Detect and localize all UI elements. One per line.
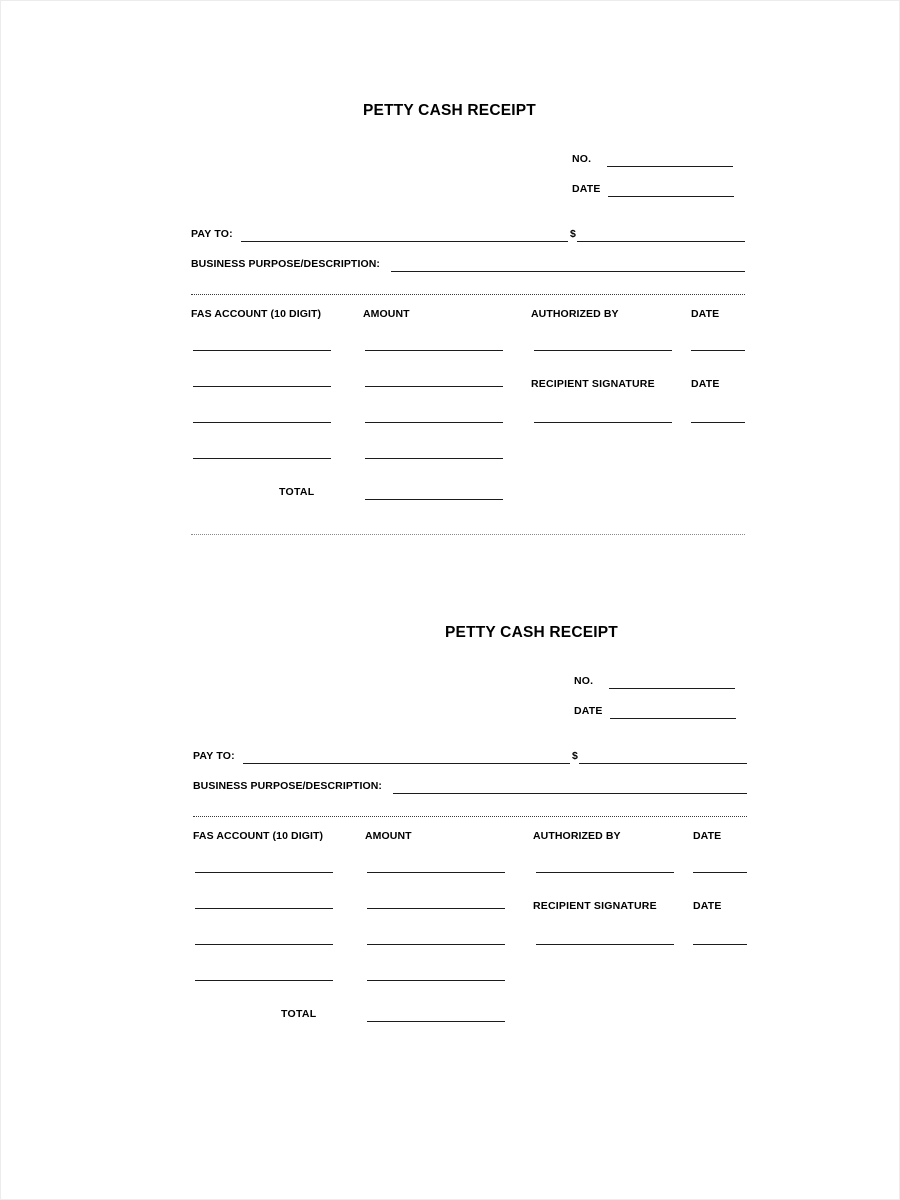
receipt-number-label: NO. — [574, 675, 594, 687]
authorized-by-input-line[interactable] — [536, 872, 674, 873]
amount-input-line[interactable] — [367, 872, 505, 873]
tear-separator-line — [191, 534, 745, 535]
petty-cash-receipt-1 — [191, 101, 751, 546]
entry-row — [193, 932, 753, 968]
entry-row — [191, 374, 751, 410]
recipient-signature-label: RECIPIENT SIGNATURE — [531, 378, 655, 390]
authorized-by-input-line[interactable] — [534, 350, 672, 351]
column-header-amount: AMOUNT — [363, 308, 410, 320]
receipt-number-input-line[interactable] — [609, 688, 735, 689]
recipient-date-input-line[interactable] — [691, 422, 745, 423]
authorized-date-input-line[interactable] — [693, 872, 747, 873]
recipient-date-input-line[interactable] — [693, 944, 747, 945]
account-input-line[interactable] — [195, 908, 333, 909]
receipt-number-row — [191, 147, 751, 173]
business-purpose-input-line-2[interactable] — [191, 294, 745, 295]
account-input-line[interactable] — [193, 422, 331, 423]
account-input-line[interactable] — [195, 980, 333, 981]
receipt-date-input-line[interactable] — [608, 196, 734, 197]
entry-row — [191, 410, 751, 446]
account-input-line[interactable] — [193, 350, 331, 351]
currency-symbol: $ — [572, 750, 578, 762]
amount-input-line[interactable] — [367, 908, 505, 909]
recipient-date-label: DATE — [691, 378, 720, 390]
tear-separator — [191, 526, 751, 546]
pay-to-row — [193, 745, 753, 771]
authorized-date-input-line[interactable] — [691, 350, 745, 351]
column-header-authorized-by: AUTHORIZED BY — [531, 308, 619, 320]
business-purpose-row-2 — [193, 800, 753, 822]
pay-to-label: PAY TO: — [191, 228, 233, 240]
column-headers — [191, 308, 751, 338]
currency-symbol: $ — [570, 228, 576, 240]
receipt-title: PETTY CASH RECEIPT — [445, 624, 618, 641]
entry-row — [193, 896, 753, 932]
entry-row — [191, 446, 751, 482]
total-input-line[interactable] — [367, 1021, 505, 1022]
amount-input-line[interactable] — [367, 980, 505, 981]
business-purpose-row-2 — [191, 278, 751, 300]
petty-cash-receipt-2 — [193, 623, 753, 1038]
column-header-date: DATE — [691, 308, 720, 320]
pay-amount-input-line[interactable] — [579, 763, 747, 764]
column-header-authorized-by: AUTHORIZED BY — [533, 830, 621, 842]
total-label: TOTAL — [279, 486, 315, 498]
business-purpose-label: BUSINESS PURPOSE/DESCRIPTION: — [191, 258, 381, 270]
column-headers — [193, 830, 753, 860]
recipient-signature-input-line[interactable] — [534, 422, 672, 423]
amount-input-line[interactable] — [365, 350, 503, 351]
business-purpose-row — [193, 776, 753, 800]
pay-to-row — [191, 223, 751, 249]
pay-to-input-line[interactable] — [241, 241, 568, 242]
amount-input-line[interactable] — [365, 458, 503, 459]
total-label: TOTAL — [281, 1008, 317, 1020]
receipt-title: PETTY CASH RECEIPT — [363, 102, 536, 119]
receipt-date-row — [193, 699, 753, 725]
total-row — [191, 482, 751, 516]
business-purpose-input-line-2[interactable] — [193, 816, 747, 817]
account-input-line[interactable] — [193, 386, 331, 387]
column-header-amount: AMOUNT — [365, 830, 412, 842]
entry-row — [193, 968, 753, 1004]
account-input-line[interactable] — [195, 944, 333, 945]
pay-to-input-line[interactable] — [243, 763, 570, 764]
total-row — [193, 1004, 753, 1038]
total-input-line[interactable] — [365, 499, 503, 500]
pay-to-label: PAY TO: — [193, 750, 235, 762]
column-header-account: FAS ACCOUNT (10 DIGIT) — [191, 308, 322, 320]
receipt-date-input-line[interactable] — [610, 718, 736, 719]
receipt-date-label: DATE — [572, 183, 601, 195]
account-input-line[interactable] — [195, 872, 333, 873]
entry-row — [193, 860, 753, 896]
business-purpose-input-line[interactable] — [393, 793, 747, 794]
business-purpose-label: BUSINESS PURPOSE/DESCRIPTION: — [193, 780, 383, 792]
amount-input-line[interactable] — [365, 422, 503, 423]
recipient-date-label: DATE — [693, 900, 722, 912]
receipt-number-row — [193, 669, 753, 695]
receipt-number-input-line[interactable] — [607, 166, 733, 167]
pay-amount-input-line[interactable] — [577, 241, 745, 242]
column-header-date: DATE — [693, 830, 722, 842]
business-purpose-input-line[interactable] — [391, 271, 745, 272]
amount-input-line[interactable] — [365, 386, 503, 387]
column-header-account: FAS ACCOUNT (10 DIGIT) — [193, 830, 324, 842]
recipient-signature-label: RECIPIENT SIGNATURE — [533, 900, 657, 912]
receipt-number-label: NO. — [572, 153, 592, 165]
entry-row — [191, 338, 751, 374]
amount-input-line[interactable] — [367, 944, 505, 945]
business-purpose-row — [191, 254, 751, 278]
recipient-signature-input-line[interactable] — [536, 944, 674, 945]
receipt-date-label: DATE — [574, 705, 603, 717]
receipt-date-row — [191, 177, 751, 203]
account-input-line[interactable] — [193, 458, 331, 459]
